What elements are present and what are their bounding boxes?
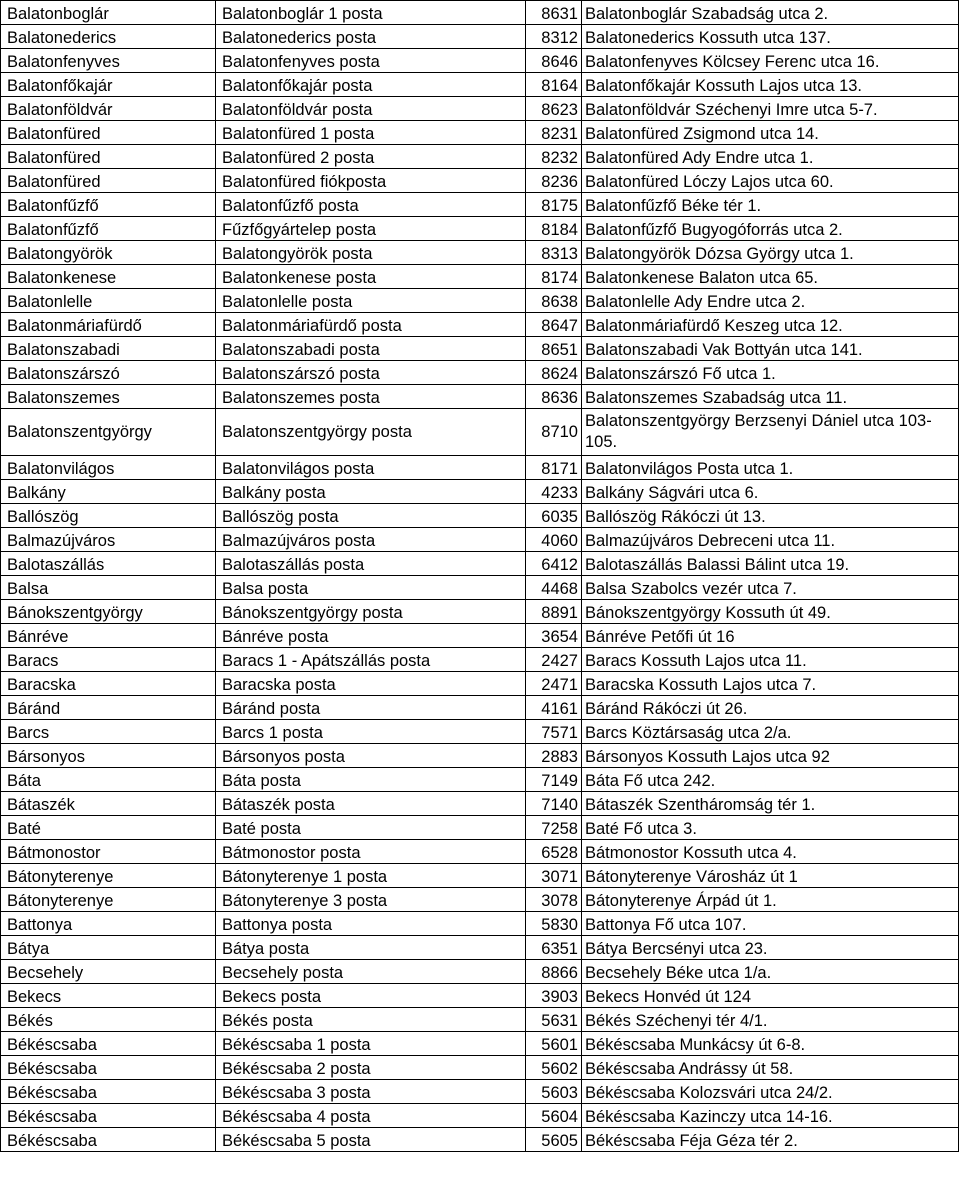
postal-code-cell: 4468 bbox=[526, 576, 582, 600]
post-office-cell: Bekecs posta bbox=[216, 984, 526, 1008]
post-office-cell: Balkány posta bbox=[216, 480, 526, 504]
post-office-cell: Balatonkenese posta bbox=[216, 265, 526, 289]
address-cell: Becsehely Béke utca 1/a. bbox=[582, 960, 959, 984]
address-cell: Bátonyterenye Városház út 1 bbox=[582, 864, 959, 888]
address-cell: Békéscsaba Kolozsvári utca 24/2. bbox=[582, 1080, 959, 1104]
table-row bbox=[1, 1032, 959, 1056]
table-row bbox=[1, 241, 959, 265]
post-office-cell: Bátya posta bbox=[216, 936, 526, 960]
postal-code-cell: 8312 bbox=[526, 25, 582, 49]
postal-code-cell: 6528 bbox=[526, 840, 582, 864]
table-row bbox=[1, 1008, 959, 1032]
address-cell: Balatonszabadi Vak Bottyán utca 141. bbox=[582, 337, 959, 361]
address-cell: Balatonmáriafürdő Keszeg utca 12. bbox=[582, 313, 959, 337]
postal-code-cell: 8636 bbox=[526, 385, 582, 409]
table-row bbox=[1, 744, 959, 768]
postal-code-cell: 7140 bbox=[526, 792, 582, 816]
table-row bbox=[1, 720, 959, 744]
table-row bbox=[1, 289, 959, 313]
post-office-cell: Bánréve posta bbox=[216, 624, 526, 648]
table-row bbox=[1, 1080, 959, 1104]
postal-code-cell: 7571 bbox=[526, 720, 582, 744]
town-cell: Balatonfüred bbox=[1, 121, 216, 145]
post-office-cell: Balatonfűzfő posta bbox=[216, 193, 526, 217]
address-cell: Balatonboglár Szabadság utca 2. bbox=[582, 1, 959, 25]
address-cell: Baracska Kossuth Lajos utca 7. bbox=[582, 672, 959, 696]
table-row bbox=[1, 840, 959, 864]
address-cell: Balatonszárszó Fő utca 1. bbox=[582, 361, 959, 385]
town-cell: Bátonyterenye bbox=[1, 864, 216, 888]
address-cell: Bánokszentgyörgy Kossuth út 49. bbox=[582, 600, 959, 624]
table-row bbox=[1, 1128, 959, 1152]
table-body bbox=[1, 1, 959, 1152]
table-row bbox=[1, 648, 959, 672]
town-cell: Békéscsaba bbox=[1, 1080, 216, 1104]
post-office-cell: Balatonvilágos posta bbox=[216, 456, 526, 480]
post-office-cell: Bátonyterenye 1 posta bbox=[216, 864, 526, 888]
address-cell: Balkány Ságvári utca 6. bbox=[582, 480, 959, 504]
postal-code-cell: 8891 bbox=[526, 600, 582, 624]
table-row bbox=[1, 193, 959, 217]
town-cell: Balatongyörök bbox=[1, 241, 216, 265]
post-office-cell: Baracs 1 - Apátszállás posta bbox=[216, 648, 526, 672]
town-cell: Balatonszárszó bbox=[1, 361, 216, 385]
postal-code-cell: 2471 bbox=[526, 672, 582, 696]
table-row bbox=[1, 672, 959, 696]
post-office-cell: Balatonszárszó posta bbox=[216, 361, 526, 385]
address-cell: Baracs Kossuth Lajos utca 11. bbox=[582, 648, 959, 672]
postal-code-cell: 8232 bbox=[526, 145, 582, 169]
postal-code-cell: 8638 bbox=[526, 289, 582, 313]
postal-code-cell: 6412 bbox=[526, 552, 582, 576]
town-cell: Balsa bbox=[1, 576, 216, 600]
town-cell: Bátonyterenye bbox=[1, 888, 216, 912]
postal-code-cell: 4161 bbox=[526, 696, 582, 720]
town-cell: Balatonfőkajár bbox=[1, 73, 216, 97]
town-cell: Balatonföldvár bbox=[1, 97, 216, 121]
post-office-cell: Bátmonostor posta bbox=[216, 840, 526, 864]
address-cell: Balatonederics Kossuth utca 137. bbox=[582, 25, 959, 49]
post-office-cell: Bátonyterenye 3 posta bbox=[216, 888, 526, 912]
post-office-cell: Bársonyos posta bbox=[216, 744, 526, 768]
postal-code-cell: 5631 bbox=[526, 1008, 582, 1032]
address-cell: Báta Fő utca 242. bbox=[582, 768, 959, 792]
town-cell: Békéscsaba bbox=[1, 1032, 216, 1056]
address-cell: Balatonszentgyörgy Berzsenyi Dániel utca 103-105. bbox=[582, 409, 959, 456]
address-cell: Bánréve Petőfi út 16 bbox=[582, 624, 959, 648]
post-office-cell: Baracska posta bbox=[216, 672, 526, 696]
post-office-cell: Békés posta bbox=[216, 1008, 526, 1032]
post-office-cell: Balatonmáriafürdő posta bbox=[216, 313, 526, 337]
post-office-cell: Balsa posta bbox=[216, 576, 526, 600]
table-row bbox=[1, 768, 959, 792]
town-cell: Baracs bbox=[1, 648, 216, 672]
postal-code-cell: 7149 bbox=[526, 768, 582, 792]
postal-code-cell: 7258 bbox=[526, 816, 582, 840]
address-cell: Balatonfűzfő Béke tér 1. bbox=[582, 193, 959, 217]
table-row bbox=[1, 504, 959, 528]
post-office-cell: Balatonfüred fiókposta bbox=[216, 169, 526, 193]
table-row bbox=[1, 456, 959, 480]
post-office-cell: Báránd posta bbox=[216, 696, 526, 720]
post-office-cell: Baté posta bbox=[216, 816, 526, 840]
address-cell: Békéscsaba Munkácsy út 6-8. bbox=[582, 1032, 959, 1056]
town-cell: Balatonvilágos bbox=[1, 456, 216, 480]
address-cell: Bársonyos Kossuth Lajos utca 92 bbox=[582, 744, 959, 768]
post-office-cell: Battonya posta bbox=[216, 912, 526, 936]
postal-code-cell: 8174 bbox=[526, 265, 582, 289]
town-cell: Balatonederics bbox=[1, 25, 216, 49]
town-cell: Balatonszemes bbox=[1, 385, 216, 409]
table-row bbox=[1, 528, 959, 552]
post-office-cell: Báta posta bbox=[216, 768, 526, 792]
town-cell: Balatonfüred bbox=[1, 169, 216, 193]
postal-code-cell: 5603 bbox=[526, 1080, 582, 1104]
address-cell: Balmazújváros Debreceni utca 11. bbox=[582, 528, 959, 552]
post-office-cell: Balatonfüred 2 posta bbox=[216, 145, 526, 169]
table-row bbox=[1, 984, 959, 1008]
table-row bbox=[1, 121, 959, 145]
address-cell: Balatongyörök Dózsa György utca 1. bbox=[582, 241, 959, 265]
town-cell: Békéscsaba bbox=[1, 1128, 216, 1152]
town-cell: Balatonfüred bbox=[1, 145, 216, 169]
table-row bbox=[1, 1056, 959, 1080]
post-office-cell: Békéscsaba 2 posta bbox=[216, 1056, 526, 1080]
table-row bbox=[1, 409, 959, 456]
address-cell: Bátmonostor Kossuth utca 4. bbox=[582, 840, 959, 864]
postal-code-cell: 8171 bbox=[526, 456, 582, 480]
table-row bbox=[1, 361, 959, 385]
town-cell: Bekecs bbox=[1, 984, 216, 1008]
post-office-cell: Balatonlelle posta bbox=[216, 289, 526, 313]
post-office-cell: Balatonboglár 1 posta bbox=[216, 1, 526, 25]
postal-code-cell: 8646 bbox=[526, 49, 582, 73]
town-cell: Bánréve bbox=[1, 624, 216, 648]
town-cell: Báta bbox=[1, 768, 216, 792]
table-row bbox=[1, 337, 959, 361]
postal-code-cell: 8624 bbox=[526, 361, 582, 385]
post-office-cell: Ballószög posta bbox=[216, 504, 526, 528]
town-cell: Bátmonostor bbox=[1, 840, 216, 864]
table-row bbox=[1, 864, 959, 888]
table-row bbox=[1, 696, 959, 720]
address-cell: Balatonfüred Ady Endre utca 1. bbox=[582, 145, 959, 169]
postal-code-cell: 3078 bbox=[526, 888, 582, 912]
postal-code-cell: 2427 bbox=[526, 648, 582, 672]
postal-code-cell: 4233 bbox=[526, 480, 582, 504]
town-cell: Bársonyos bbox=[1, 744, 216, 768]
town-cell: Balatonszabadi bbox=[1, 337, 216, 361]
town-cell: Balkány bbox=[1, 480, 216, 504]
address-cell: Balsa Szabolcs vezér utca 7. bbox=[582, 576, 959, 600]
post-office-cell: Balatonederics posta bbox=[216, 25, 526, 49]
address-cell: Balatonfenyves Kölcsey Ferenc utca 16. bbox=[582, 49, 959, 73]
town-cell: Balatonfűzfő bbox=[1, 217, 216, 241]
address-cell: Balatonfőkajár Kossuth Lajos utca 13. bbox=[582, 73, 959, 97]
postal-code-cell: 5601 bbox=[526, 1032, 582, 1056]
postal-code-cell: 8236 bbox=[526, 169, 582, 193]
town-cell: Bánokszentgyörgy bbox=[1, 600, 216, 624]
postal-code-cell: 8647 bbox=[526, 313, 582, 337]
table-row bbox=[1, 313, 959, 337]
table-row bbox=[1, 624, 959, 648]
postal-code-cell: 3654 bbox=[526, 624, 582, 648]
table-row bbox=[1, 25, 959, 49]
postal-code-cell: 3903 bbox=[526, 984, 582, 1008]
post-office-cell: Balatonföldvár posta bbox=[216, 97, 526, 121]
town-cell: Balatonmáriafürdő bbox=[1, 313, 216, 337]
address-cell: Balatonfűzfő Bugyogóforrás utca 2. bbox=[582, 217, 959, 241]
town-cell: Balatonkenese bbox=[1, 265, 216, 289]
table-row bbox=[1, 936, 959, 960]
address-cell: Békéscsaba Kazinczy utca 14-16. bbox=[582, 1104, 959, 1128]
postal-code-cell: 3071 bbox=[526, 864, 582, 888]
table-row bbox=[1, 49, 959, 73]
postal-code-cell: 6351 bbox=[526, 936, 582, 960]
postal-code-cell: 5830 bbox=[526, 912, 582, 936]
address-cell: Bátya Bercsényi utca 23. bbox=[582, 936, 959, 960]
address-cell: Balatonföldvár Széchenyi Imre utca 5-7. bbox=[582, 97, 959, 121]
post-office-cell: Barcs 1 posta bbox=[216, 720, 526, 744]
town-cell: Békéscsaba bbox=[1, 1104, 216, 1128]
table-row bbox=[1, 97, 959, 121]
address-cell: Balatonkenese Balaton utca 65. bbox=[582, 265, 959, 289]
address-cell: Battonya Fő utca 107. bbox=[582, 912, 959, 936]
table-row bbox=[1, 265, 959, 289]
table-row bbox=[1, 960, 959, 984]
table-row bbox=[1, 888, 959, 912]
town-cell: Békés bbox=[1, 1008, 216, 1032]
post-office-cell: Békéscsaba 1 posta bbox=[216, 1032, 526, 1056]
town-cell: Barcs bbox=[1, 720, 216, 744]
post-office-cell: Becsehely posta bbox=[216, 960, 526, 984]
post-office-cell: Békéscsaba 3 posta bbox=[216, 1080, 526, 1104]
town-cell: Bátya bbox=[1, 936, 216, 960]
town-cell: Balatonfenyves bbox=[1, 49, 216, 73]
table-row bbox=[1, 912, 959, 936]
post-office-cell: Balatonfüred 1 posta bbox=[216, 121, 526, 145]
table-row bbox=[1, 145, 959, 169]
table-row bbox=[1, 169, 959, 193]
town-cell: Becsehely bbox=[1, 960, 216, 984]
postal-code-cell: 8175 bbox=[526, 193, 582, 217]
table-row bbox=[1, 1, 959, 25]
address-cell: Balatonlelle Ady Endre utca 2. bbox=[582, 289, 959, 313]
table-row bbox=[1, 576, 959, 600]
town-cell: Balatonlelle bbox=[1, 289, 216, 313]
address-cell: Balatonszemes Szabadság utca 11. bbox=[582, 385, 959, 409]
town-cell: Ballószög bbox=[1, 504, 216, 528]
postal-code-cell: 8710 bbox=[526, 409, 582, 456]
address-cell: Bátonyterenye Árpád út 1. bbox=[582, 888, 959, 912]
address-cell: Bátaszék Szentháromság tér 1. bbox=[582, 792, 959, 816]
address-cell: Ballószög Rákóczi út 13. bbox=[582, 504, 959, 528]
post-office-cell: Bátaszék posta bbox=[216, 792, 526, 816]
address-cell: Békéscsaba Féja Géza tér 2. bbox=[582, 1128, 959, 1152]
post-office-cell: Balatongyörök posta bbox=[216, 241, 526, 265]
post-office-cell: Balatonfőkajár posta bbox=[216, 73, 526, 97]
address-cell: Balotaszállás Balassi Bálint utca 19. bbox=[582, 552, 959, 576]
town-cell: Balatonszentgyörgy bbox=[1, 409, 216, 456]
table-row bbox=[1, 480, 959, 504]
address-cell: Balatonfüred Zsigmond utca 14. bbox=[582, 121, 959, 145]
town-cell: Baté bbox=[1, 816, 216, 840]
postal-code-cell: 5605 bbox=[526, 1128, 582, 1152]
town-cell: Bátaszék bbox=[1, 792, 216, 816]
postal-code-cell: 8313 bbox=[526, 241, 582, 265]
address-cell: Balatonvilágos Posta utca 1. bbox=[582, 456, 959, 480]
post-office-cell: Balmazújváros posta bbox=[216, 528, 526, 552]
postal-code-cell: 8184 bbox=[526, 217, 582, 241]
table-row bbox=[1, 600, 959, 624]
post-office-cell: Békéscsaba 4 posta bbox=[216, 1104, 526, 1128]
postal-code-cell: 8651 bbox=[526, 337, 582, 361]
postal-code-cell: 8623 bbox=[526, 97, 582, 121]
address-cell: Békéscsaba Andrássy út 58. bbox=[582, 1056, 959, 1080]
postal-code-cell: 5602 bbox=[526, 1056, 582, 1080]
address-cell: Bekecs Honvéd út 124 bbox=[582, 984, 959, 1008]
postal-code-cell: 8231 bbox=[526, 121, 582, 145]
town-cell: Baracska bbox=[1, 672, 216, 696]
postal-code-cell: 8866 bbox=[526, 960, 582, 984]
post-office-cell: Balatonszemes posta bbox=[216, 385, 526, 409]
table-row bbox=[1, 217, 959, 241]
postal-code-cell: 8164 bbox=[526, 73, 582, 97]
postal-code-cell: 8631 bbox=[526, 1, 582, 25]
address-cell: Báránd Rákóczi út 26. bbox=[582, 696, 959, 720]
post-office-cell: Balatonszentgyörgy posta bbox=[216, 409, 526, 456]
table-row bbox=[1, 73, 959, 97]
table-row bbox=[1, 816, 959, 840]
town-cell: Battonya bbox=[1, 912, 216, 936]
town-cell: Balatonfűzfő bbox=[1, 193, 216, 217]
town-cell: Balmazújváros bbox=[1, 528, 216, 552]
post-office-cell: Bánokszentgyörgy posta bbox=[216, 600, 526, 624]
town-cell: Báránd bbox=[1, 696, 216, 720]
post-office-cell: Fűzfőgyártelep posta bbox=[216, 217, 526, 241]
address-cell: Barcs Köztársaság utca 2/a. bbox=[582, 720, 959, 744]
post-office-cell: Balatonszabadi posta bbox=[216, 337, 526, 361]
table-row bbox=[1, 1104, 959, 1128]
table-row bbox=[1, 552, 959, 576]
post-office-cell: Balotaszállás posta bbox=[216, 552, 526, 576]
post-office-cell: Balatonfenyves posta bbox=[216, 49, 526, 73]
postal-code-cell: 4060 bbox=[526, 528, 582, 552]
table-row bbox=[1, 385, 959, 409]
postal-code-cell: 2883 bbox=[526, 744, 582, 768]
table-row bbox=[1, 792, 959, 816]
town-cell: Balotaszállás bbox=[1, 552, 216, 576]
post-office-cell: Békéscsaba 5 posta bbox=[216, 1128, 526, 1152]
address-cell: Balatonfüred Lóczy Lajos utca 60. bbox=[582, 169, 959, 193]
postal-code-cell: 6035 bbox=[526, 504, 582, 528]
town-cell: Békéscsaba bbox=[1, 1056, 216, 1080]
address-cell: Békés Széchenyi tér 4/1. bbox=[582, 1008, 959, 1032]
town-cell: Balatonboglár bbox=[1, 1, 216, 25]
address-cell: Baté Fő utca 3. bbox=[582, 816, 959, 840]
postal-code-cell: 5604 bbox=[526, 1104, 582, 1128]
